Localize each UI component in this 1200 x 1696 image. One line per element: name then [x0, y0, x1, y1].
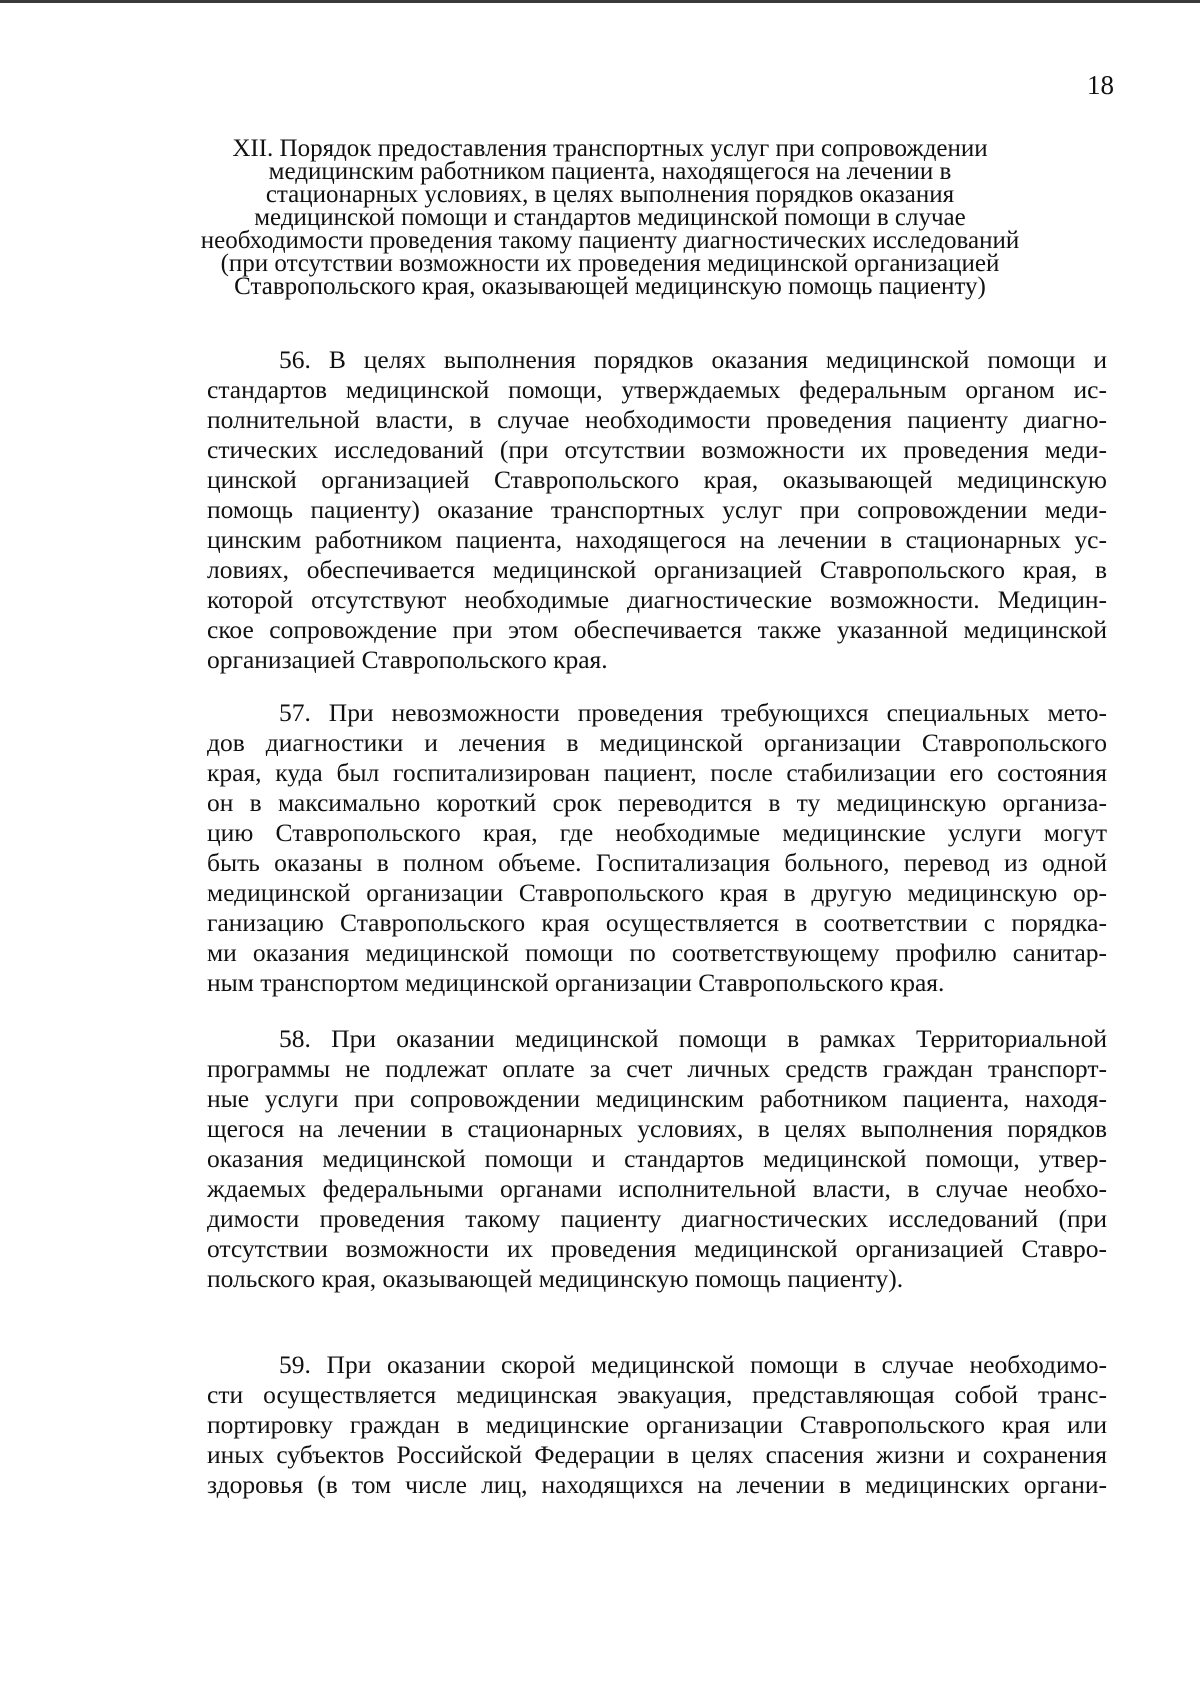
paragraph-line: 56. В целях выполнения порядков оказания медицинской помощи и [279, 345, 1107, 374]
paragraph-line: 58. При оказании медицинской помощи в рамках Территориальной [279, 1024, 1107, 1053]
paragraph-line: 57. При невозможности проведения требующихся специальных мето- [279, 698, 1107, 727]
paragraph-line: польского края, оказывающей медицинскую помощь пациенту). [207, 1264, 904, 1293]
section-title [200, 137, 1020, 298]
paragraph-line: края, куда был госпитализирован пациент, после стабилизации его состояния [207, 758, 1107, 787]
paragraph-line: иных субъектов Российской Федерации в целях спасения жизни и сохранения [207, 1440, 1107, 1469]
section-title-line: медицинским работником пациента, находящегося на лечении в [268, 158, 952, 185]
paragraph-line: организацией Ставропольского края. [207, 645, 608, 674]
paragraph-line: ское сопровождение при этом обеспечивается также указанной медицинской [207, 615, 1107, 644]
section-title-line: (при отсутствии возможности их проведения медицинской организацией [220, 250, 1000, 277]
paragraph-line: 59. При оказании скорой медицинской помощи в случае необходимо- [279, 1350, 1107, 1379]
paragraph-line: которой отсутствуют необходимые диагностические возможности. Медицин- [207, 585, 1107, 614]
paragraph-line: стандартов медицинской помощи, утверждаемых федеральным органом ис- [207, 375, 1107, 404]
paragraph-59 [207, 1350, 1107, 1500]
paragraph-line: цинским работником пациента, находящегося на лечении в стационарных ус- [207, 525, 1107, 554]
paragraph-line: он в максимально короткий срок переводится в ту медицинскую организа- [207, 788, 1107, 817]
paragraph-line: отсутствии возможности их проведения медицинской организацией Ставро- [207, 1234, 1107, 1263]
paragraph-line: ным транспортом медицинской организации Ставропольского края. [207, 968, 945, 997]
page-number: 18 [1087, 70, 1114, 100]
section-title-line: XII. Порядок предоставления транспортных услуг при сопровождении [232, 135, 988, 162]
paragraph-line: дов диагностики и лечения в медицинской организации Ставропольского [207, 728, 1107, 757]
paragraph-line: стических исследований (при отсутствии возможности их проведения меди- [207, 435, 1107, 464]
paragraph-line: медицинской организации Ставропольского края в другую медицинскую ор- [207, 878, 1107, 907]
paragraph-line: помощь пациенту) оказание транспортных услуг при сопровождении меди- [207, 495, 1107, 524]
paragraph-line: здоровья (в том числе лиц, находящихся на лечении в медицинских органи- [207, 1470, 1107, 1499]
section-title-line: необходимости проведения такому пациенту диагностических исследований [200, 227, 1020, 254]
paragraph-line: цию Ставропольского края, где необходимые медицинские услуги могут [207, 818, 1107, 847]
paragraph-56 [207, 345, 1107, 675]
paragraph-line: ловиях, обеспечивается медицинской организацией Ставропольского края, в [207, 555, 1107, 584]
paragraph-58 [207, 1024, 1107, 1294]
paragraph-line: портировку граждан в медицинские организации Ставропольского края или [207, 1410, 1107, 1439]
section-title-line: медицинской помощи и стандартов медицинской помощи в случае [254, 204, 966, 231]
paragraph-line: оказания медицинской помощи и стандартов медицинской помощи, утвер- [207, 1144, 1107, 1173]
section-title-line: стационарных условиях, в целях выполнения порядков оказания [265, 181, 955, 208]
paragraph-line: ганизацию Ставропольского края осуществляется в соответствии с порядка- [207, 908, 1107, 937]
paragraph-line: сти осуществляется медицинская эвакуация, представляющая собой транс- [207, 1380, 1107, 1409]
paragraph-line: щегося на лечении в стационарных условиях, в целях выполнения порядков [207, 1114, 1107, 1143]
paragraph-line: димости проведения такому пациенту диагностических исследований (при [207, 1204, 1107, 1233]
paragraph-line: полнительной власти, в случае необходимости проведения пациенту диагно- [207, 405, 1107, 434]
paragraph-57 [207, 698, 1107, 998]
paragraph-line: цинской организацией Ставропольского края, оказывающей медицинскую [207, 465, 1107, 494]
paragraph-line: быть оказаны в полном объеме. Госпитализация больного, перевод из одной [207, 848, 1107, 877]
section-title-line: Ставропольского края, оказывающей медицинскую помощь пациенту) [234, 273, 986, 300]
paragraph-line: ми оказания медицинской помощи по соответствующему профилю санитар- [207, 938, 1107, 967]
paragraph-line: ждаемых федеральными органами исполнительной власти, в случае необхо- [207, 1174, 1107, 1203]
paragraph-line: программы не подлежат оплате за счет личных средств граждан транспорт- [207, 1054, 1107, 1083]
scan-top-edge [0, 0, 1200, 3]
paragraph-line: ные услуги при сопровождении медицинским работником пациента, находя- [207, 1084, 1107, 1113]
